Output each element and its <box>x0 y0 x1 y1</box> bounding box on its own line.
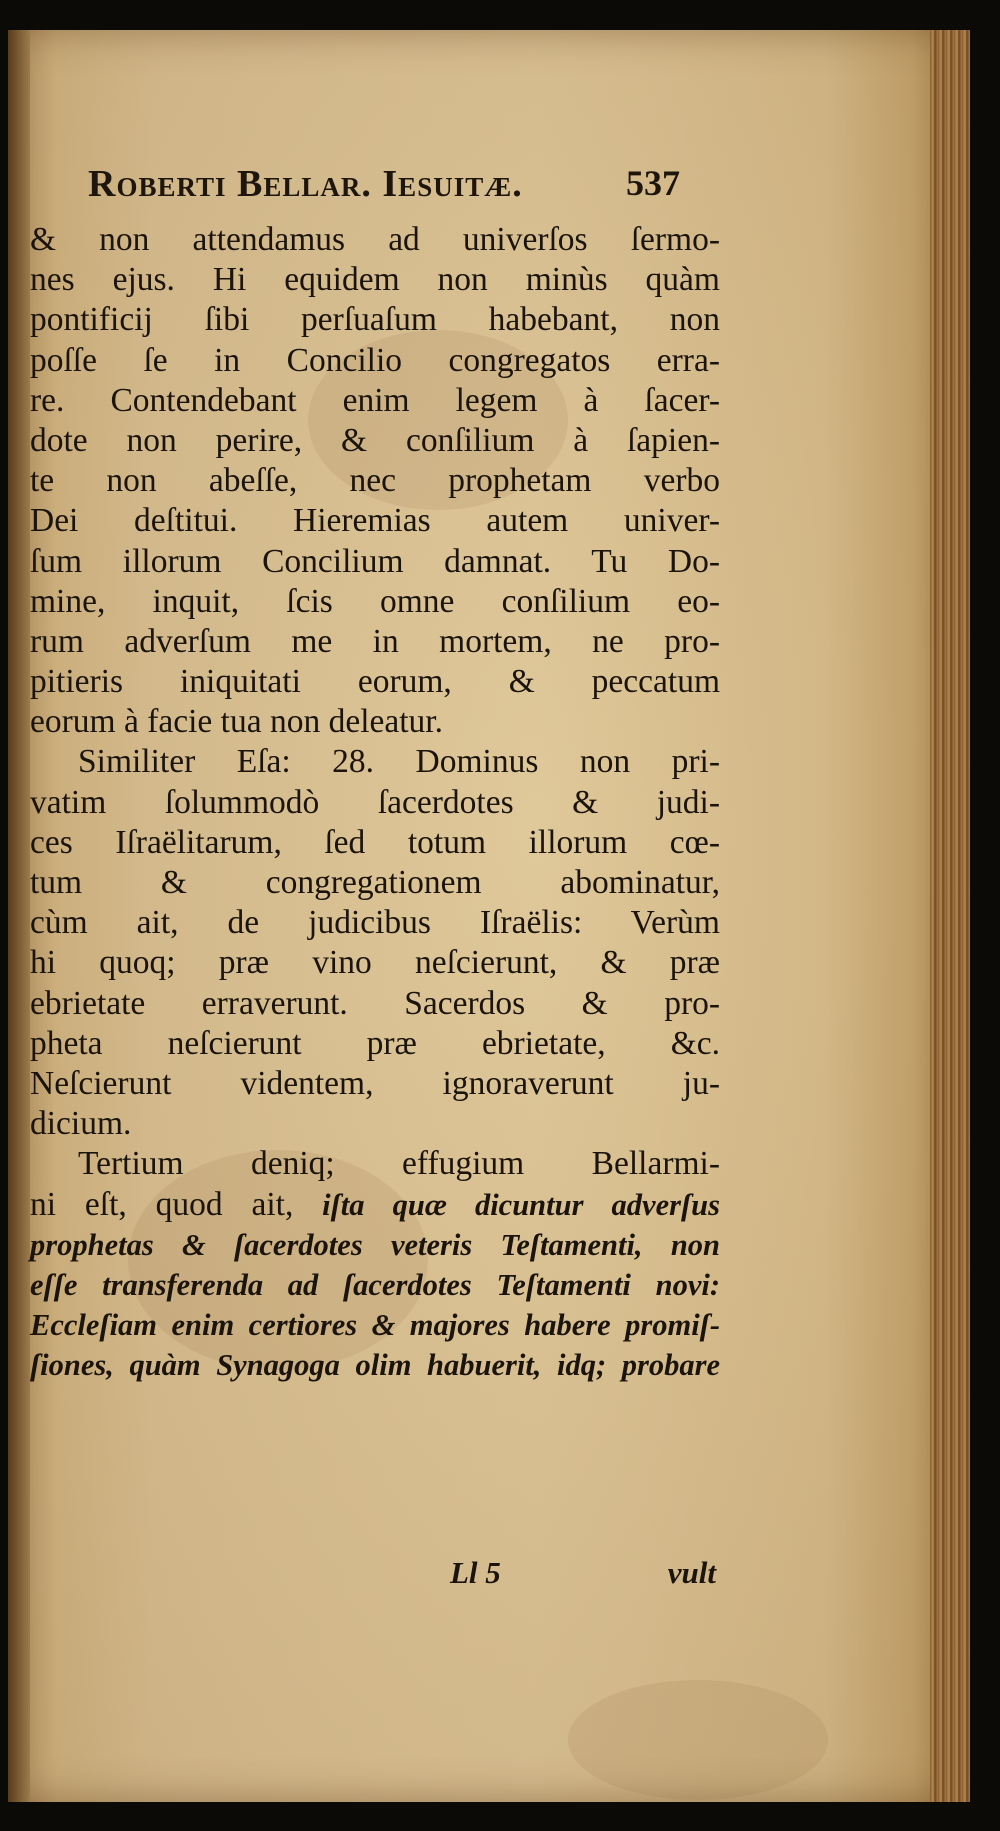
text-line: & non attendamus ad univerſos ſermo- <box>30 221 720 258</box>
page-edge <box>930 30 970 1802</box>
signature-mark: Ll 5 <box>450 1555 501 1590</box>
text-line: hi quoq; præ vino neſcierunt, & præ <box>30 944 720 982</box>
main-text <box>30 220 720 1385</box>
text-line: pheta neſcierunt præ ebrietate, &c. <box>30 1024 720 1062</box>
book-page <box>8 30 970 1802</box>
paper-stain <box>568 1680 828 1800</box>
text-line: vatim ſolummodò ſacerdotes & judi- <box>30 783 720 821</box>
page-number: 537 <box>626 163 680 203</box>
italic-quote: iſta quæ dicuntur adverſus <box>322 1187 720 1222</box>
text-line: poſſe ſe in Concilio congregatos erra- <box>30 341 720 379</box>
text-line: cùm ait, de judicibus Iſraëlis: Verùm <box>30 904 720 942</box>
text-line: Dei deſtitui. Hieremias autem univer- <box>30 502 720 540</box>
text-line: rum adverſum me in mortem, ne pro- <box>30 622 720 660</box>
text-line: ebrietate erraverunt. Sacerdos & pro- <box>30 984 720 1022</box>
text-line-mixed <box>30 1185 720 1225</box>
text-line: mine, inquit, ſcis omne conſilium eo- <box>30 582 720 620</box>
text-line: dicium. <box>30 1105 132 1143</box>
text-line: ſum illorum Concilium damnat. Tu Do- <box>30 542 720 580</box>
text-line: nes ejus. Hi equidem non minùs quàm <box>30 261 720 299</box>
text-line: Tertium deniq; effugium Bellarmi- <box>78 1145 720 1183</box>
italic-line: eſſe transferenda ad ſacerdotes Teſtamenti novi: <box>30 1267 720 1302</box>
catchword: vult <box>667 1555 716 1590</box>
text-line: eorum à facie tua non deleatur. <box>30 703 443 741</box>
text-line: pontificij ſibi perſuaſum habebant, non <box>30 301 720 339</box>
roman-text: ni eſt, quod ait, <box>30 1185 323 1223</box>
text-line: te non abeſſe, nec prophetam verbo <box>30 462 720 500</box>
text-line: re. Contendebant enim legem à ſacer- <box>30 381 720 419</box>
text-line: tum & congregationem abominatur, <box>30 864 720 901</box>
text-line: pitieris iniquitati eorum, & peccatum <box>30 663 720 701</box>
italic-line: prophetas & ſacerdotes veteris Teſtamenti, non <box>30 1227 720 1262</box>
page-footer <box>30 1555 716 1595</box>
text-line: dote non perire, & conſilium à ſapien- <box>30 421 720 459</box>
text-line: ces Iſraëlitarum, ſed totum illorum cœ- <box>30 823 720 861</box>
italic-line: ſiones, quàm Synagoga olim habuerit, idq; probare <box>30 1348 720 1383</box>
running-head: Roberti Bellar. Iesuitæ. <box>88 163 523 205</box>
italic-line: Eccleſiam enim certiores & majores habere promiſ- <box>30 1308 720 1343</box>
binding-gutter <box>8 30 30 1802</box>
text-line: Neſcierunt videntem, ignoraverunt ju- <box>30 1064 720 1102</box>
text-line: Similiter Eſa: 28. Dominus non pri- <box>78 743 720 781</box>
